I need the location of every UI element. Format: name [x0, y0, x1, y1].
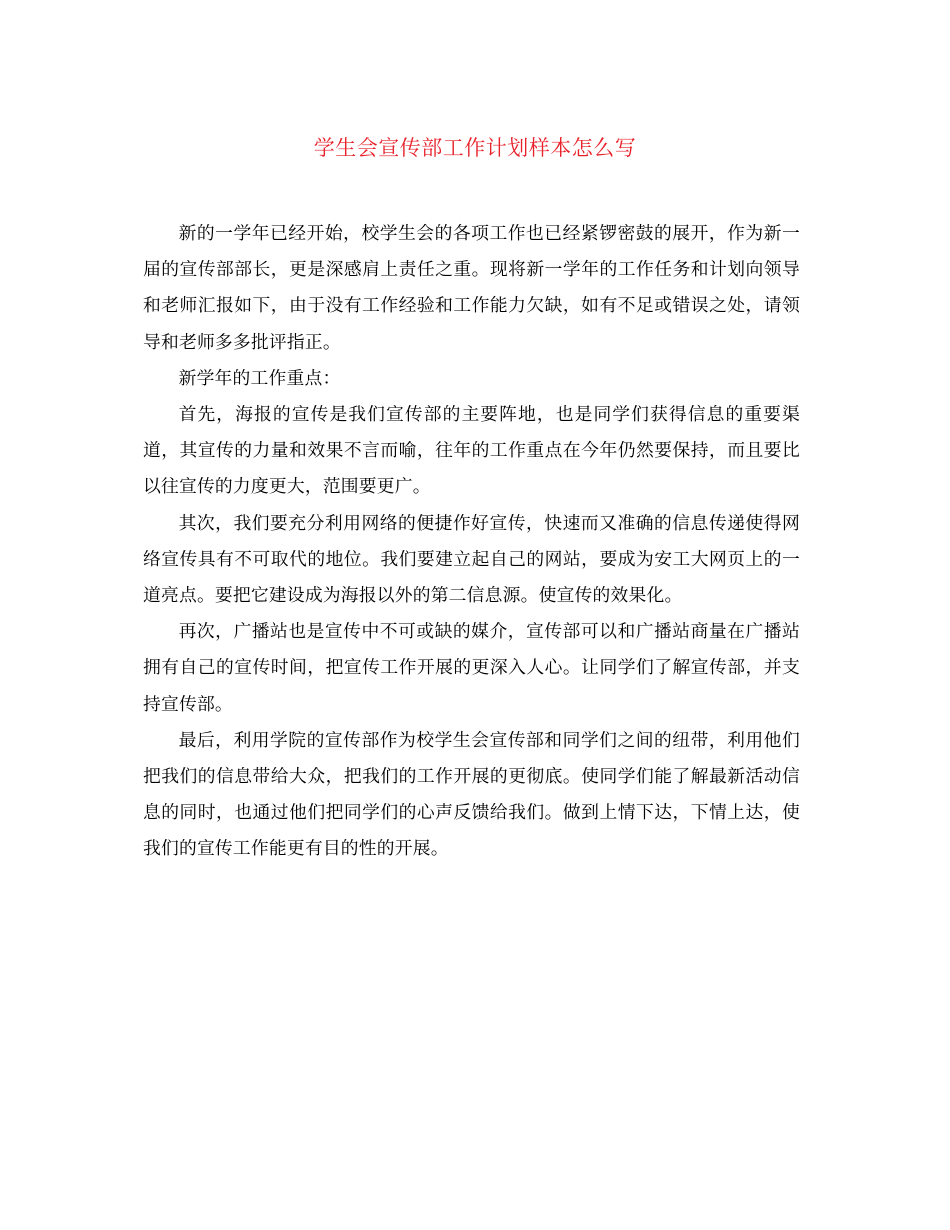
- paragraph-intro: 新的一学年已经开始，校学生会的各项工作也已经紧锣密鼓的展开，作为新一届的宣传部部长，更是深感肩上责任之重。现将新一学年的工作任务和计划向领导和老师汇报如下，由于没有工作经验和工作能力欠缺，如有不足或错误之处，请领导和老师多多批评指正。: [143, 223, 800, 353]
- paragraph-focus-heading: 新学年的工作重点：: [178, 367, 341, 389]
- document-title: 学生会宣传部工作计划样本怎么写: [313, 136, 637, 160]
- paragraph-college: 最后，利用学院的宣传部作为校学生会宣传部和同学们之间的纽带，利用他们把我们的信息带给大众，把我们的工作开展的更彻底。使同学们能了解最新活动信息的同时，也通过他们把同学们的心声反馈给我们。做到上情下达，下情上达，使我们的宣传工作能更有目的性的开展。: [143, 729, 800, 860]
- paragraph-radio: 再次，广播站也是宣传中不可或缺的媒介，宣传部可以和广播站商量在广播站拥有自己的宣传时间，把宣传工作开展的更深入人心。让同学们了解宣传部，并支持宣传部。: [143, 621, 800, 715]
- document-body: [143, 216, 800, 868]
- paragraph-network: 其次，我们要充分利用网络的便捷作好宣传，快速而又准确的信息传递使得网络宣传具有不可取代的地位。我们要建立起自己的网站，要成为安工大网页上的一道亮点。要把它建设成为海报以外的第二信息源。使宣传的效果化。: [143, 512, 800, 607]
- paragraph-posters: 首先，海报的宣传是我们宣传部的主要阵地，也是同学们获得信息的重要渠道，其宣传的力量和效果不言而喻，往年的工作重点在今年仍然要保持，而且要比以往宣传的力度更大，范围要更广。: [143, 404, 800, 498]
